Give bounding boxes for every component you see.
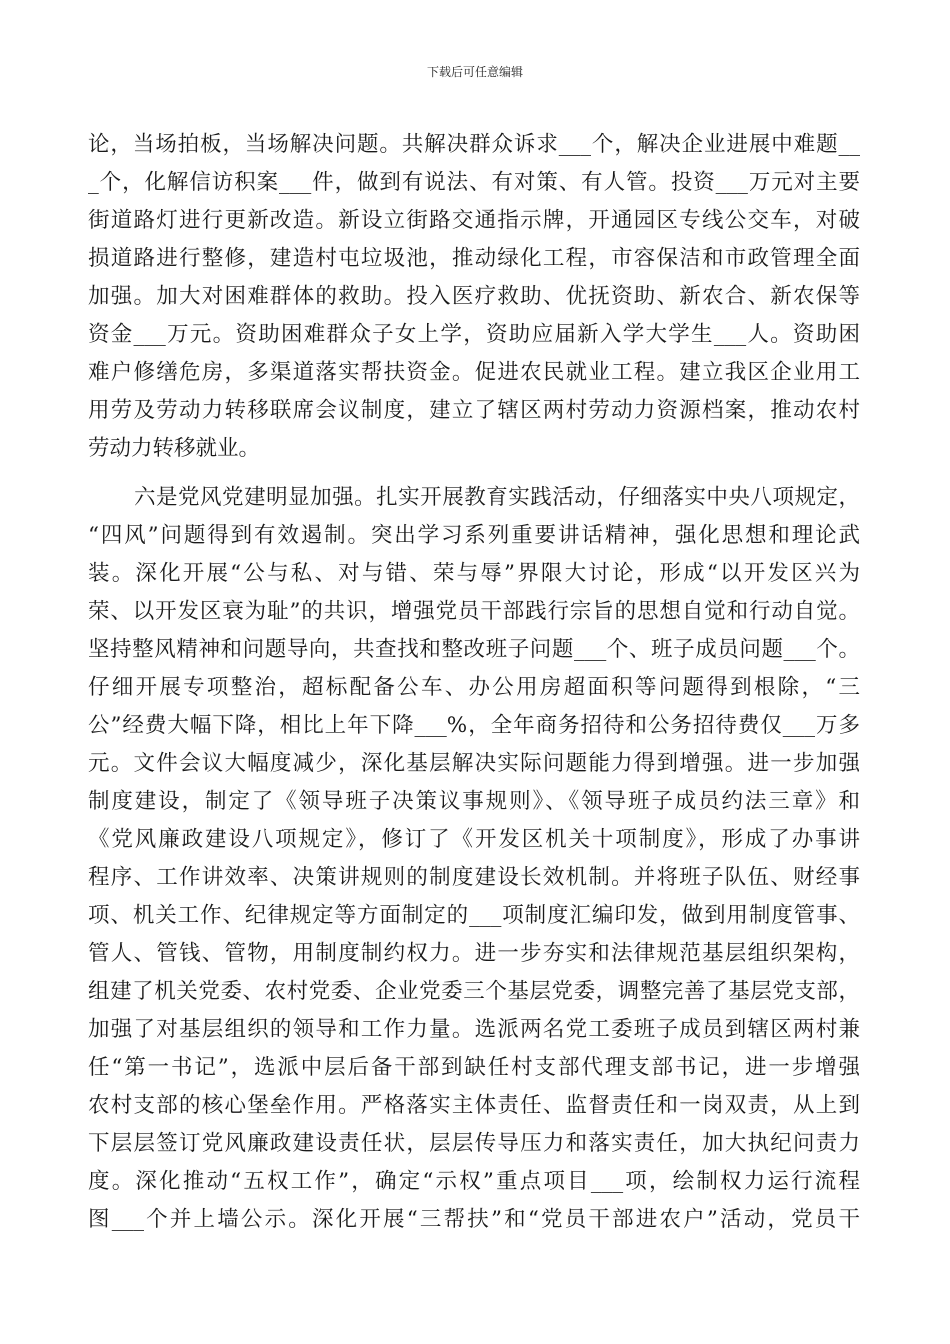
text-line: 图___个并上墙公示。深化开展“三帮扶”和“党员干部进农户”活动，党员干: [88, 1207, 860, 1232]
text-line: 程序、工作讲效率、决策讲规则的制度建设长效机制。并将班子队伍、财经事: [88, 865, 860, 890]
text-line: 难户修缮危房，多渠道落实帮扶资金。促进农民就业工程。建立我区企业用工: [88, 360, 860, 385]
text-line: 管人、管钱、管物，用制度制约权力。进一步夯实和法律规范基层组织架构，: [88, 941, 860, 966]
text-line: 《党风廉政建设八项规定》，修订了《开发区机关十项制度》，形成了办事讲: [88, 827, 860, 852]
text-line: 度。深化推动“五权工作”，确定“示权”重点项目___项，绘制权力运行流程: [88, 1169, 860, 1194]
text-line: 资金___万元。资助困难群众子女上学，资助应届新入学大学生___人。资助困: [88, 322, 860, 347]
text-line: 任“第一书记”，选派中层后备干部到缺任村支部代理支部书记，进一步增强: [88, 1055, 860, 1080]
text-line: 公”经费大幅下降，相比上年下降___%，全年商务招待和公务招待费仅___万多: [88, 713, 860, 738]
text-line: 装。深化开展“公与私、对与错、荣与辱”界限大讨论，形成“以开发区兴为: [88, 561, 860, 586]
text-line: 街道路灯进行更新改造。新设立街路交通指示牌，开通园区专线公交车，对破: [88, 208, 860, 233]
text-line: 项、机关工作、纪律规定等方面制定的___项制度汇编印发，做到用制度管事、: [88, 903, 860, 928]
text-line: 仔细开展专项整治，超标配备公车、办公用房超面积等问题得到根除，“三: [88, 675, 860, 700]
text-line: 六是党风党建明显加强。扎实开展教育实践活动，仔细落实中央八项规定，: [134, 485, 860, 510]
text-line: 荣、以开发区衰为耻”的共识，增强党员干部践行宗旨的思想自觉和行动自觉。: [88, 599, 860, 624]
text-line: 用劳及劳动力转移联席会议制度，建立了辖区两村劳动力资源档案，推动农村: [88, 398, 860, 423]
text-line: 加强了对基层组织的领导和工作力量。选派两名党工委班子成员到辖区两村兼: [88, 1017, 860, 1042]
text-line: 组建了机关党委、农村党委、企业党委三个基层党委，调整完善了基层党支部，: [88, 979, 860, 1004]
text-line: 坚持整风精神和问题导向，共查找和整改班子问题___个、班子成员问题___个。: [88, 637, 860, 662]
text-line: 损道路进行整修，建造村屯垃圾池，推动绿化工程，市容保洁和市政管理全面: [88, 246, 860, 271]
page-header: 下载后可任意编辑: [426, 65, 523, 79]
text-line: 制度建设，制定了《领导班子决策议事规则》、《领导班子成员约法三章》和: [88, 789, 860, 814]
text-line: 论，当场拍板，当场解决问题。共解决群众诉求___个，解决企业进展中难题__: [88, 132, 860, 157]
text-line: 元。文件会议大幅度减少，深化基层解决实际问题能力得到增强。进一步加强: [88, 751, 860, 776]
text-line: “四风”问题得到有效遏制。突出学习系列重要讲话精神，强化思想和理论武: [88, 523, 860, 548]
text-line: 劳动力转移就业。: [88, 436, 261, 461]
text-line: 农村支部的核心堡垒作用。严格落实主体责任、监督责任和一岗双责，从上到: [88, 1093, 860, 1118]
text-line: 下层层签订党风廉政建设责任状，层层传导压力和落实责任，加大执纪问责力: [88, 1131, 860, 1156]
text-line: _个，化解信访积案___件，做到有说法、有对策、有人管。投资___万元对主要: [88, 170, 860, 195]
text-line: 加强。加大对困难群体的救助。投入医疗救助、优抚资助、新农合、新农保等: [88, 284, 860, 309]
